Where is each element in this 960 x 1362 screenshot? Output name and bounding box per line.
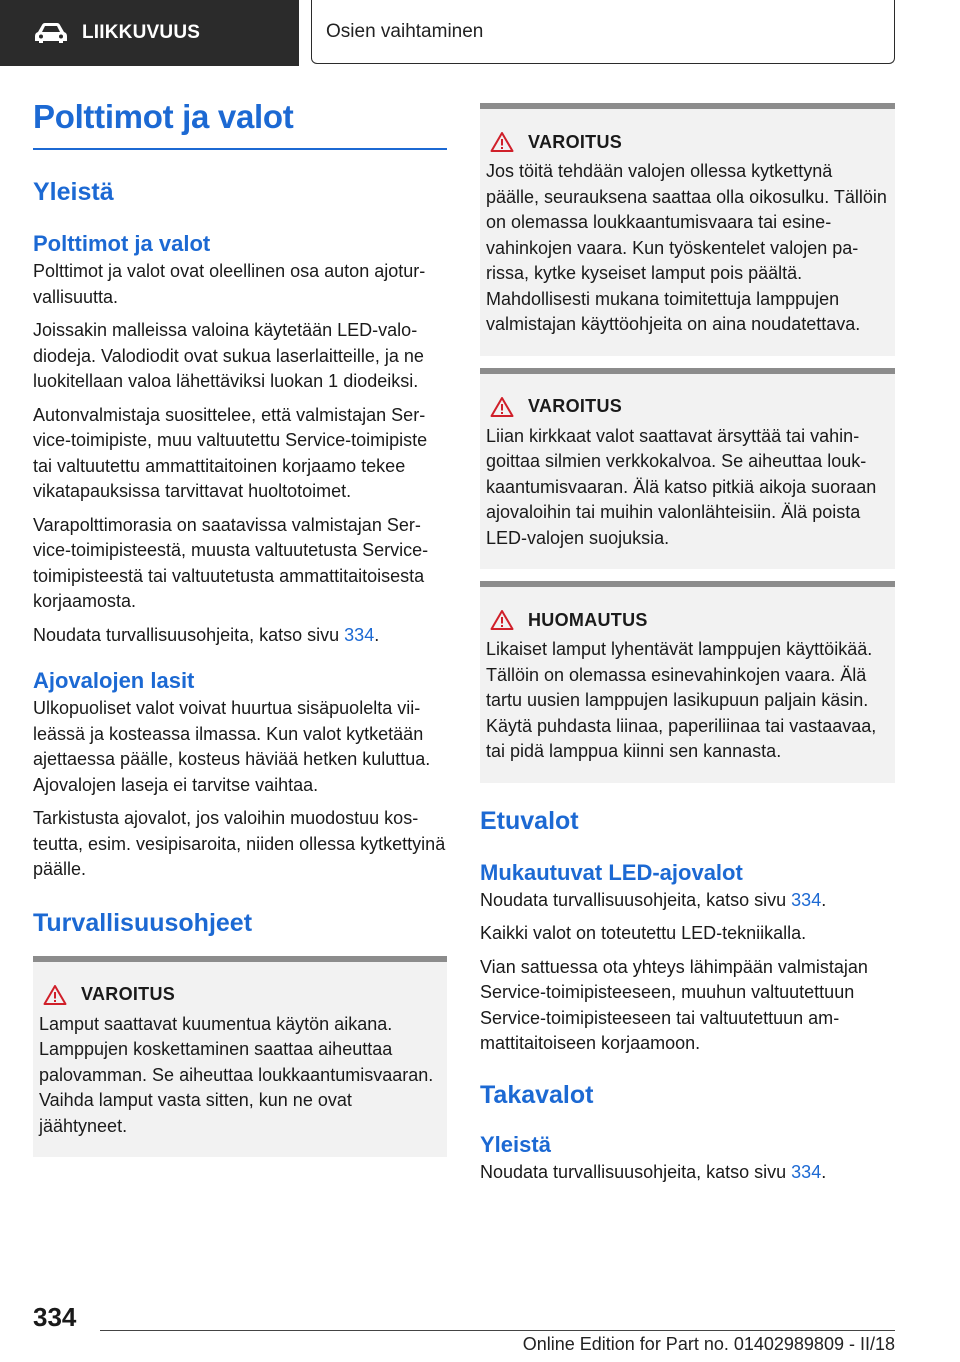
ref-end: . [374,624,380,645]
paragraph-safety-ref [480,1160,895,1186]
page-number: 334 [33,1302,77,1332]
paragraph: Autonvalmistaja suosittelee, että valmistajan Service-toimipiste, muu valtuutettu Service-toimipiste tai valtuutettu ammattitaitoinen korjaamo tekee vikatapauksissa tarvittavat huoltotoimet. [33,404,428,501]
paragraph: Joissakin malleissa valoina käytetään LED-valodiodeja. Valodiodit ovat sukua laserlaitteille, ja ne luokitellaan valoa lähettäviksi luokan 1 diodeiksi. [33,320,424,391]
warning-text: Jos töitä tehdään valojen ollessa kytkettynä päälle, seurauksena saattaa olla oikosulku. Tällöin on olemassa loukkaantumisvaara tai esinevahinkojen vaara. Kun työskentelet valojen parissa, kytke kyseiset lamput pois päältä. Mahdollisesti mukana toimitettuja lamppujen valmistajan käyttöohjeita on aina noudatettava. [486,161,887,334]
warning-text: Lamput saattavat kuumentua käytön aikana. Lamppujen koskettaminen saattaa aiheuttaa palovamman. Se aiheuttaa loukkaantumisvaaran. Vaihda lamput vasta sitten, kun ne ovat jäähtyneet. [39,1013,434,1136]
page-link[interactable]: 334 [791,889,822,910]
page-link[interactable]: 334 [344,624,375,645]
ref-text: Noudata turvallisuusohjeita, katso sivu [33,624,345,645]
notice-text: Likaiset lamput lyhentävät lamppujen käyttöikää. Tällöin on olemassa esinevahinkojen vaara. Älä tartu uusien lamppujen lasikupuun paljain käsin. Käytä puhdasta liinaa, paperiliinaa tai vastaavaa, tai pidä lamppua kiinni sen kannasta. [486,639,877,761]
warning-title: VAROITUS [81,984,176,1004]
notice-triangle-icon [490,609,514,631]
paragraph: Varapolttimorasia on saatavissa valmistajan Service-toimipisteestä, muusta valtuutetusta Service-toimipisteestä tai valtuutetusta ammattitaitoisesta korjaamosta. [33,514,429,611]
warning-title: VAROITUS [528,396,623,416]
ref-text: Noudata turvallisuusohjeita, katso sivu [480,889,792,910]
left-column [33,98,447,1157]
warning-box [33,956,447,1158]
chapter-tab [311,0,895,64]
edition-note: Online Edition for Part no. 01402989809 - II/18 [522,1334,895,1354]
section-tab [0,0,299,66]
heading-yleista-2: Yleistä [480,1131,551,1157]
paragraph: Ulkopuoliset valot voivat huurtua sisäpuolelta viileässä ja kosteassa ilmassa. Kun valot kytketään ajettaessa päälle, kosteus häviää hetken kuluttua. Ajovalojen laseja ei tarvitse vaihtaa. [33,698,431,795]
heading-takavalot: Takavalot [480,1080,594,1109]
paragraph: Tarkistusta ajovalot, jos valoihin muodostuu kosteutta, esim. vesipisaroita, niiden ollessa kytkettyinä päälle. [33,808,446,879]
footer-divider [100,1330,895,1331]
ref-end: . [821,889,827,910]
chapter-title: Osien vaihtaminen [326,20,484,42]
warning-triangle-icon [490,131,514,153]
heading-ajovalojen-lasit: Ajovalojen lasit [33,668,195,693]
warning-triangle-icon [43,984,67,1006]
paragraph-safety-ref [480,888,895,914]
page-title: Polttimot ja valot [33,98,447,150]
heading-etuvalot: Etuvalot [480,806,579,835]
paragraph: Kaikki valot on toteutettu LED-tekniikalla. [480,923,807,943]
paragraph: Polttimot ja valot ovat oleellinen osa auton ajoturvallisuutta. [33,261,426,307]
ref-end: . [821,1161,827,1182]
section-title: LIIKKUVUUS [82,22,201,43]
warning-box [480,368,895,570]
warning-text: Liian kirkkaat valot saattavat ärsyttää tai vahingoittaa silmien verkkokalvoa. Se aiheuttaa loukkaantumisvaaran. Älä katso pitkiä aikoja suoraan ajovaloihin tai muihin valonlähteisiin. Älä poista LED-valojen suojuksia. [486,425,877,548]
right-column [480,103,895,1193]
car-icon [34,22,68,44]
warning-triangle-icon [490,396,514,418]
paragraph-safety-ref [33,623,447,649]
warning-box [480,103,895,356]
ref-text: Noudata turvallisuusohjeita, katso sivu [480,1161,792,1182]
page-link[interactable]: 334 [791,1161,822,1182]
warning-title: VAROITUS [528,131,623,152]
paragraph: Vian sattuessa ota yhteys lähimpään valmistajan Service-toimipisteeseen, muuhun valtuutettuun Service-toimipisteeseen tai valtuutettuun ammattitaitoiseen korjaamoon. [480,956,868,1053]
heading-polttimot: Polttimot ja valot [33,231,211,256]
notice-box [480,581,895,783]
heading-yleista: Yleistä [33,178,114,206]
notice-title: HUOMAUTUS [528,609,648,630]
heading-mukautuvat: Mukautuvat LED-ajovalot [480,859,743,885]
heading-turvallisuusohjeet: Turvallisuusohjeet [33,908,253,937]
